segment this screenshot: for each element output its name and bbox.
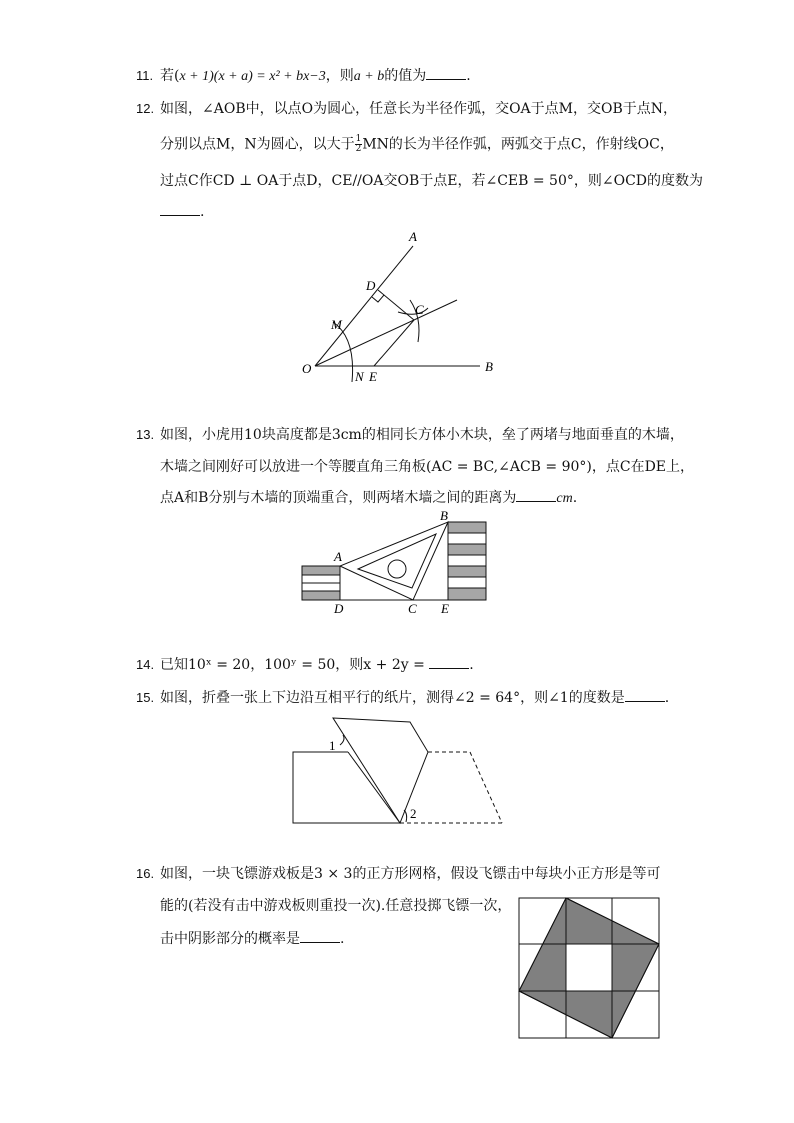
label-b: B bbox=[440, 508, 448, 523]
q12-number: 12. bbox=[136, 101, 155, 116]
label-o: O bbox=[302, 361, 312, 376]
label-e: E bbox=[441, 601, 449, 616]
label-d: D bbox=[334, 601, 344, 616]
label-m: M bbox=[331, 317, 342, 332]
q11-expression: a + b bbox=[353, 69, 385, 84]
label-a: A bbox=[334, 549, 342, 564]
q12-fraction: $\frac{1}{2}$ bbox=[355, 134, 362, 154]
q13-number: 13. bbox=[136, 427, 155, 442]
q16-number: 16. bbox=[136, 866, 155, 881]
label-angle-2: 2 bbox=[410, 806, 417, 821]
q12-line2a: 分别以点M，N为圆心，以大于 bbox=[160, 136, 355, 153]
label-c: C bbox=[408, 601, 417, 616]
label-n: N bbox=[355, 369, 364, 384]
q15-number: 15. bbox=[136, 690, 155, 705]
label-c: C bbox=[415, 302, 424, 317]
q13-line2: 木墙之间刚好可以放进一个等腰直角三角板(AC = BC,∠ACB = 90°)，点C在DE上， bbox=[160, 459, 695, 475]
label-b: B bbox=[485, 359, 493, 374]
label-d: D bbox=[366, 278, 376, 293]
q11-post: 的值为 bbox=[384, 68, 427, 84]
q12-line3: 过点C作CD ⊥ OA于点D，CE//OA交OB于点E，若∠CEB = 50°，则∠OCD的度数为 bbox=[160, 173, 704, 189]
q16-line3-text: 击中阴影部分的概率是 bbox=[160, 931, 300, 947]
q13-end: . bbox=[572, 490, 578, 506]
q12-line2b: MN的长为半径作弧，两弧交于点C，作射线OC， bbox=[362, 136, 674, 153]
q11-number: 11. bbox=[136, 68, 154, 83]
q15-text: 如图，折叠一张上下边沿互相平行的纸片，测得∠2 = 64°，则∠1的度数是 bbox=[160, 690, 625, 706]
q11-pre: 若( bbox=[160, 68, 180, 84]
center-unshaded-cell bbox=[566, 944, 612, 991]
q16-line2: 能的(若没有击中游戏板则重投一次).任意投掷飞镖一次， bbox=[160, 898, 512, 914]
q11-equation: x + 1)(x + a) = x² + bx−3 bbox=[179, 69, 326, 84]
q13-unit: cm bbox=[556, 491, 573, 506]
label-angle-1: 1 bbox=[329, 738, 336, 753]
q14-number: 14. bbox=[136, 657, 155, 672]
label-e: E bbox=[369, 369, 377, 384]
q16-end: . bbox=[340, 931, 345, 947]
q11-mid: ，则 bbox=[325, 68, 354, 84]
q16-line1: 如图，一块飞镖游戏板是3 × 3的正方形网格，假设飞镖击中每块小正方形是等可 bbox=[160, 866, 661, 882]
q14-text: 已知10ˣ = 20，100ʸ = 50，则x + 2y = bbox=[160, 657, 430, 673]
q13-line3-text: 点A和B分别与木墙的顶端重合，则两堵木墙之间的距离为 bbox=[160, 490, 517, 506]
q13-line1: 如图，小虎用10块高度都是3cm的相同长方体小木块，垒了两堵与地面垂直的木墙， bbox=[160, 427, 684, 443]
label-a: A bbox=[409, 229, 417, 244]
q14-end: . bbox=[469, 657, 474, 673]
q12-line1: 如图，∠AOB中，以点O为圆心，任意长为半径作弧，交OA于点M，交OB于点N， bbox=[160, 101, 678, 117]
q11-end: . bbox=[466, 68, 471, 84]
q12-end: . bbox=[200, 204, 205, 220]
q15-end: . bbox=[664, 690, 670, 706]
